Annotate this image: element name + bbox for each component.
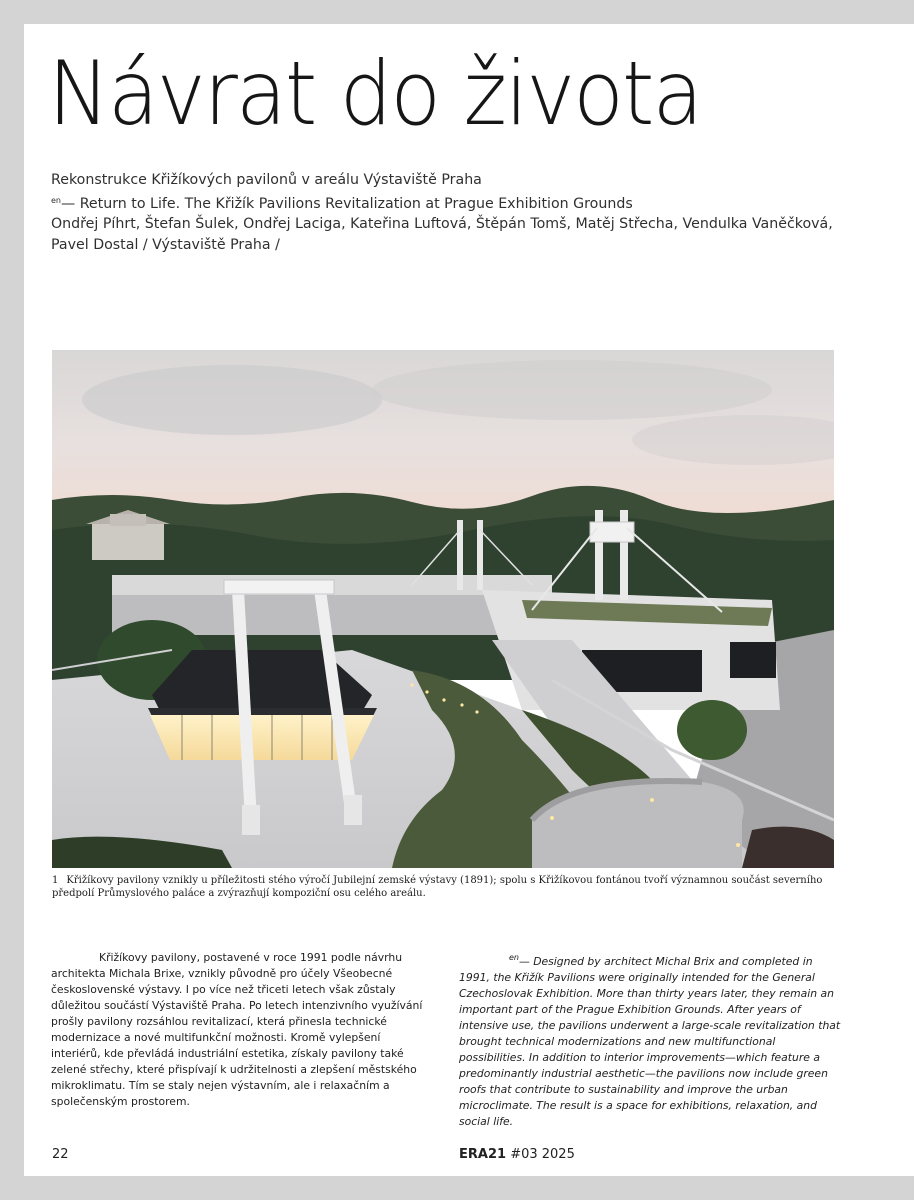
- article-header: [51, 170, 841, 255]
- subtitle-english-text: — Return to Life. The Křižík Pavilions Revitalization at Prague Exhibition Grounds: [61, 195, 633, 212]
- figure-caption-text: Křižíkovy pavilony vznikly u příležitosti stého výročí Jubilejní zemské výstavy (1891); spolu s Křižíkovou fontánou tvoří významnou součást severního předpolí Průmyslového paláce a zvýrazňují kompoziční osu celého areálu.: [52, 875, 823, 899]
- authors-credit: Ondřej Píhrt, Štefan Šulek, Ondřej Laciga, Kateřina Luftová, Štěpán Tomš, Matěj Střecha, Vendulka Vaněčková, Pavel Dostal / Výstaviště Praha /: [51, 216, 833, 253]
- magazine-issue: [459, 1147, 575, 1162]
- magazine-page: [24, 24, 914, 1176]
- issue-number: #03 2025: [510, 1147, 575, 1162]
- figure-number: 1: [52, 875, 59, 886]
- page-number: 22: [52, 1147, 69, 1162]
- en-marker: en: [51, 195, 61, 205]
- figure-caption: [52, 875, 842, 900]
- pavilions-photo: [52, 350, 834, 868]
- magazine-name: ERA21: [459, 1147, 507, 1162]
- body-text-english-content: — Designed by architect Michal Brix and completed in 1991, the Křižík Pavilions were originally intended for the General Czechoslovak Exhibition. More than thirty years later, they remain an important part of the Prague Exhibition Grounds. After years of intensive use, the pavilions underwent a large-scale revitalization that brought technical modernizations and new multifunctional possibilities. In addition to interior improvements—which feature a predominantly industrial aesthetic—the pavilions now include green roofs that contribute to sustainability and improve the urban microclimate. The result is a space for exhibitions, relaxation, and social life.: [459, 955, 841, 1128]
- en-marker-body: en: [509, 953, 519, 962]
- body-text-czech: Křižíkovy pavilony, postavené v roce 1991 podle návrhu architekta Michala Brixe, vznikly původně pro účely Všeobecné československé výstavy. I po více než třiceti letech však zůstaly důležitou součástí Výstaviště Praha. Po letech intenzivního využívání prošly pavilony rozsáhlou revitalizací, která přinesla technické modernizace a nové multifunkční možnosti. Kromě vylepšení interiérů, kde převládá industriální estetika, získaly pavilony také zelené střechy, které přispívají k udržitelnosti a zlepšení městského mikroklimatu. Tím se staly nejen výstavním, ale i relaxačním a společenským prostorem.: [51, 951, 423, 1108]
- subtitle-czech: Rekonstrukce Křižíkových pavilonů v areálu Výstaviště Praha: [51, 172, 482, 188]
- body-text-english: [459, 950, 844, 1130]
- subtitle-english: [51, 191, 841, 215]
- article-title: Návrat do života: [48, 42, 702, 145]
